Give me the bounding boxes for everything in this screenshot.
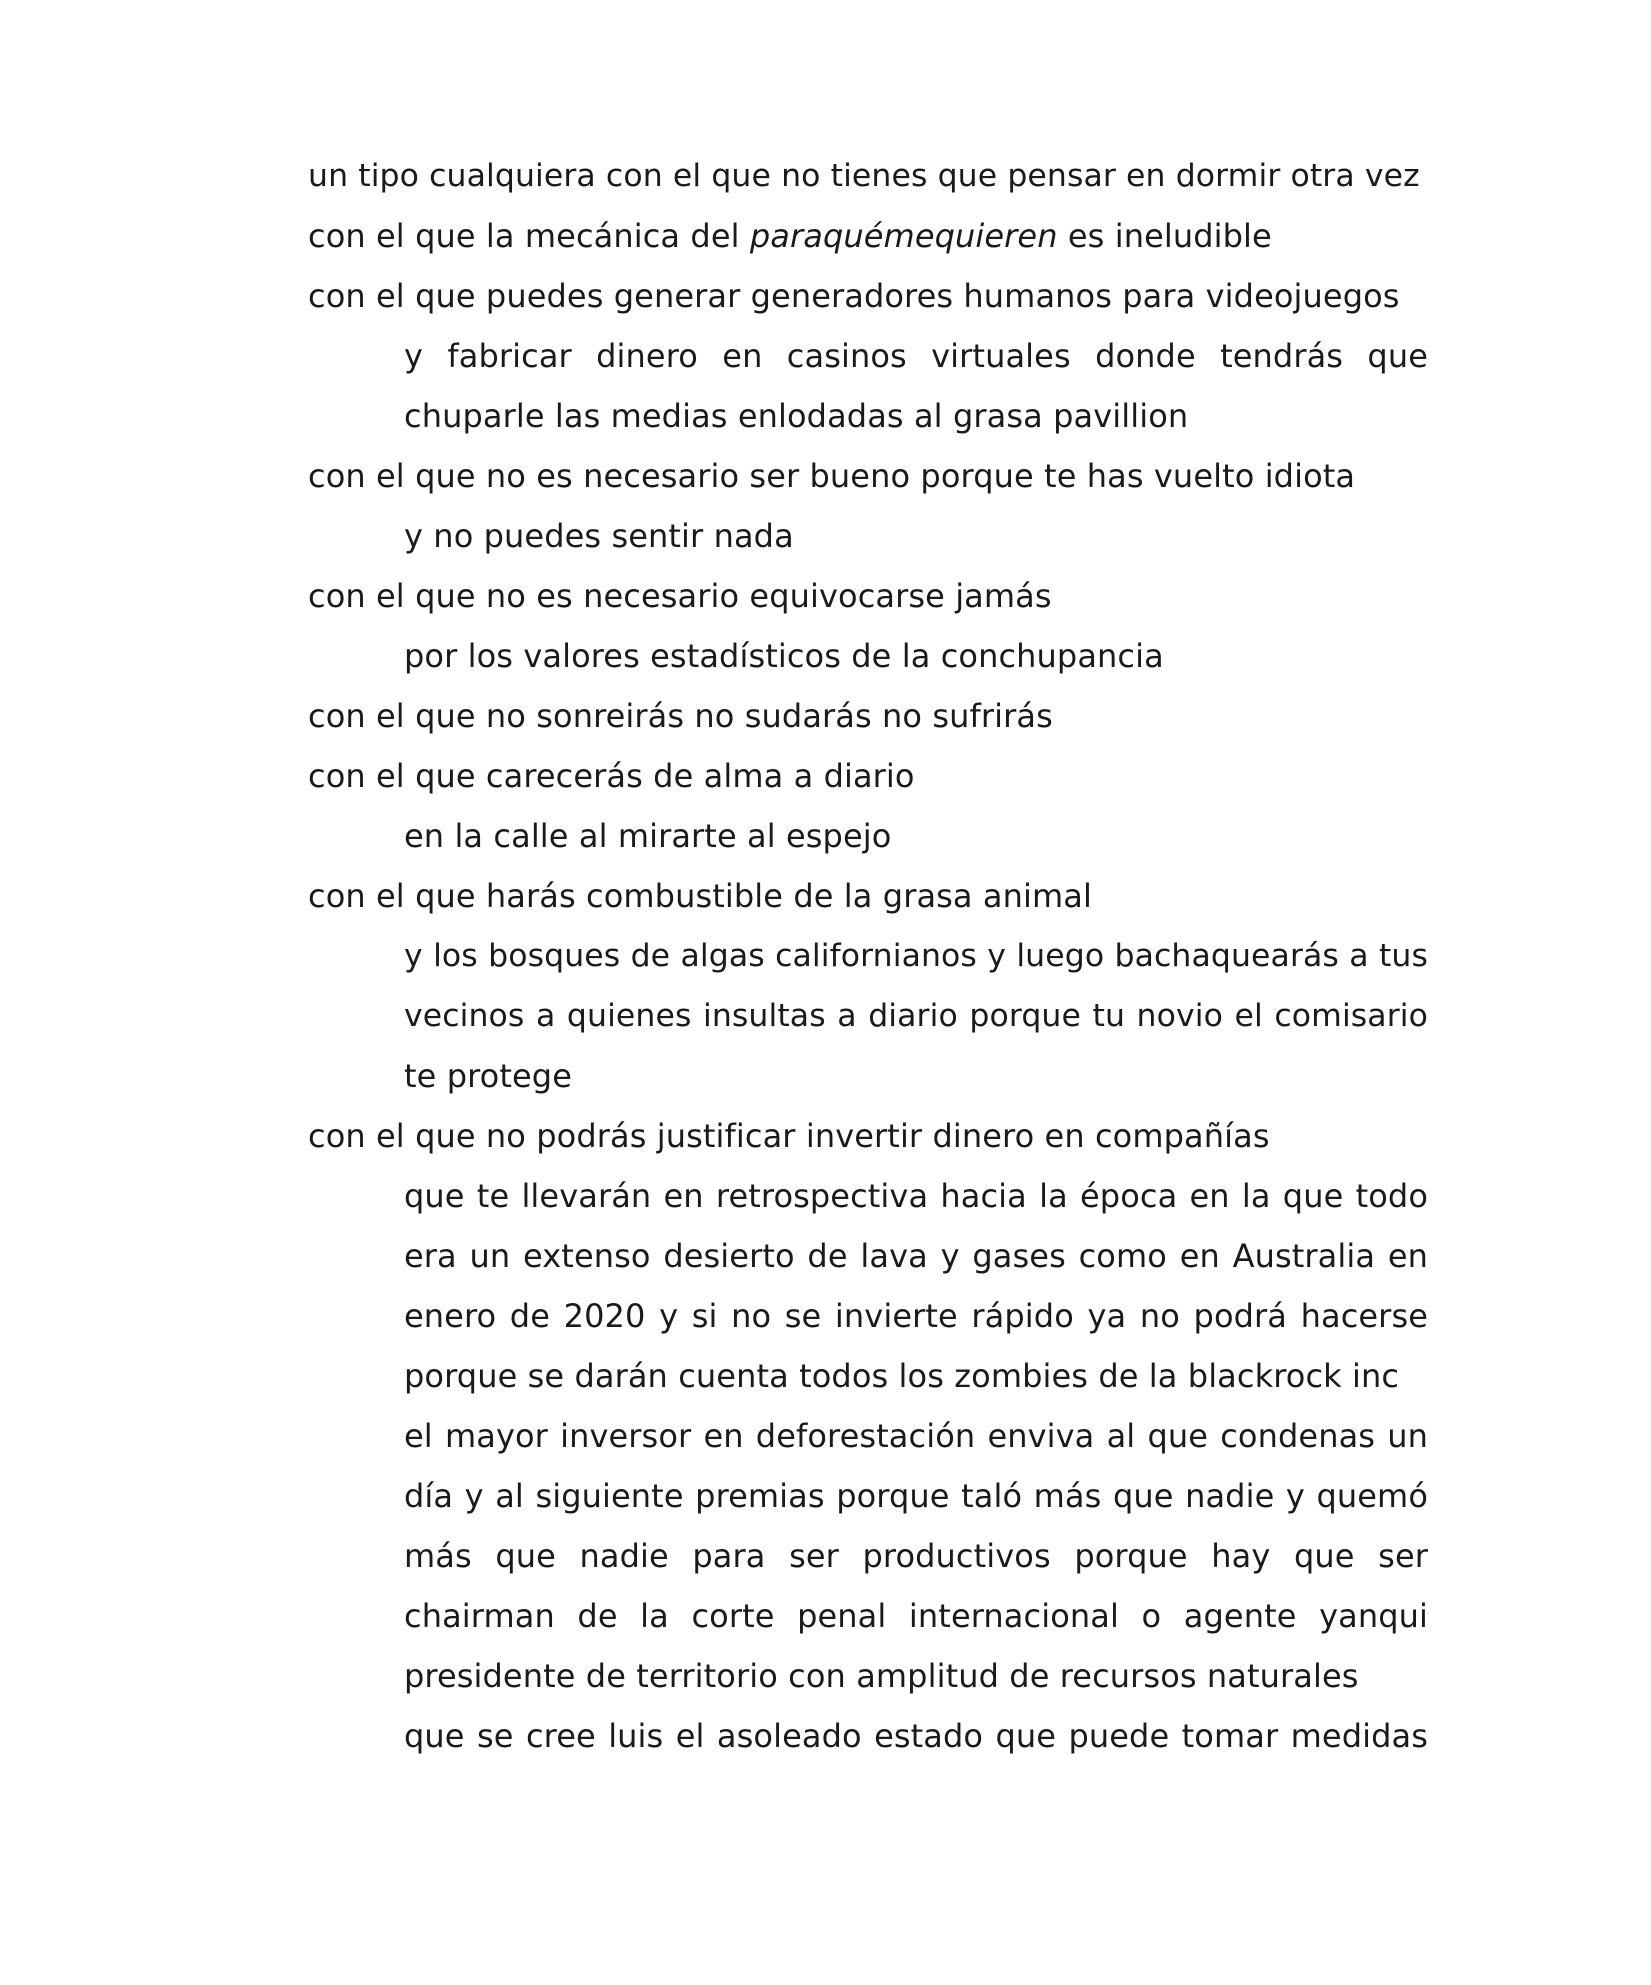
poem-body	[308, 146, 1428, 1766]
poem-line-segment: es ineludible	[1057, 217, 1272, 255]
poem-line-indented: y no puedes sentir nada	[404, 517, 794, 555]
poem-line-indented: porque se darán cuenta todos los zombies de la blackrock inc	[404, 1357, 1400, 1395]
poem-line-indented: por los valores estadísticos de la conchupancia	[404, 637, 1164, 675]
poem-line-indented: te protege	[404, 1057, 572, 1095]
poem-line: con el que no podrás justificar invertir dinero en compañías	[308, 1117, 1270, 1155]
poem-line: con el que harás combustible de la grasa animal	[308, 877, 1092, 915]
poem-line-indented: el mayor inversor en deforestación enviva al que condenas un	[404, 1417, 1428, 1455]
poem-line: con el que puedes generar generadores humanos para videojuegos	[308, 277, 1400, 315]
poem-line-indented: en la calle al mirarte al espejo	[404, 817, 892, 855]
poem-line	[308, 206, 1428, 266]
poem-line: con el que carecerás de alma a diario	[308, 757, 915, 795]
poem-line-indented: que te llevarán en retrospectiva hacia la época en la que todo	[404, 1177, 1428, 1215]
poem-line: con el que no sonreirás no sudarás no sufrirás	[308, 697, 1053, 735]
poem-line: con el que no es necesario ser bueno porque te has vuelto idiota	[308, 457, 1356, 495]
poem-line-indented: más que nadie para ser productivos porque hay que ser	[404, 1537, 1428, 1575]
poem-line-indented: presidente de territorio con amplitud de recursos naturales	[404, 1657, 1359, 1695]
poem-line: un tipo cualquiera con el que no tienes que pensar en dormir otra vez	[308, 158, 1420, 194]
poem-line-segment: con el que la mecánica del	[308, 217, 750, 255]
poem-line-indented: día y al siguiente premias porque taló más que nadie y quemó	[404, 1477, 1428, 1515]
poem-line-indented: y fabricar dinero en casinos virtuales donde tendrás que	[404, 337, 1428, 375]
poem-line-indented: era un extenso desierto de lava y gases como en Australia en	[404, 1237, 1428, 1275]
poem-line-indented: que se cree luis el asoleado estado que puede tomar medidas	[404, 1717, 1428, 1755]
poem-line-indented: vecinos a quienes insultas a diario porque tu novio el comisario	[404, 998, 1428, 1034]
poem-line-italic-word: paraquémequieren	[749, 217, 1058, 255]
poem-line: con el que no es necesario equivocarse jamás	[308, 577, 1052, 615]
poem-line-indented: enero de 2020 y si no se invierte rápido ya no podrá hacerse	[404, 1297, 1428, 1335]
poem-line-indented: y los bosques de algas californianos y luego bachaquearás a tus	[404, 938, 1428, 974]
poem-line-indented: chairman de la corte penal internacional o agente yanqui	[404, 1597, 1428, 1635]
poem-line-indented: chuparle las medias enlodadas al grasa pavillion	[404, 397, 1189, 435]
